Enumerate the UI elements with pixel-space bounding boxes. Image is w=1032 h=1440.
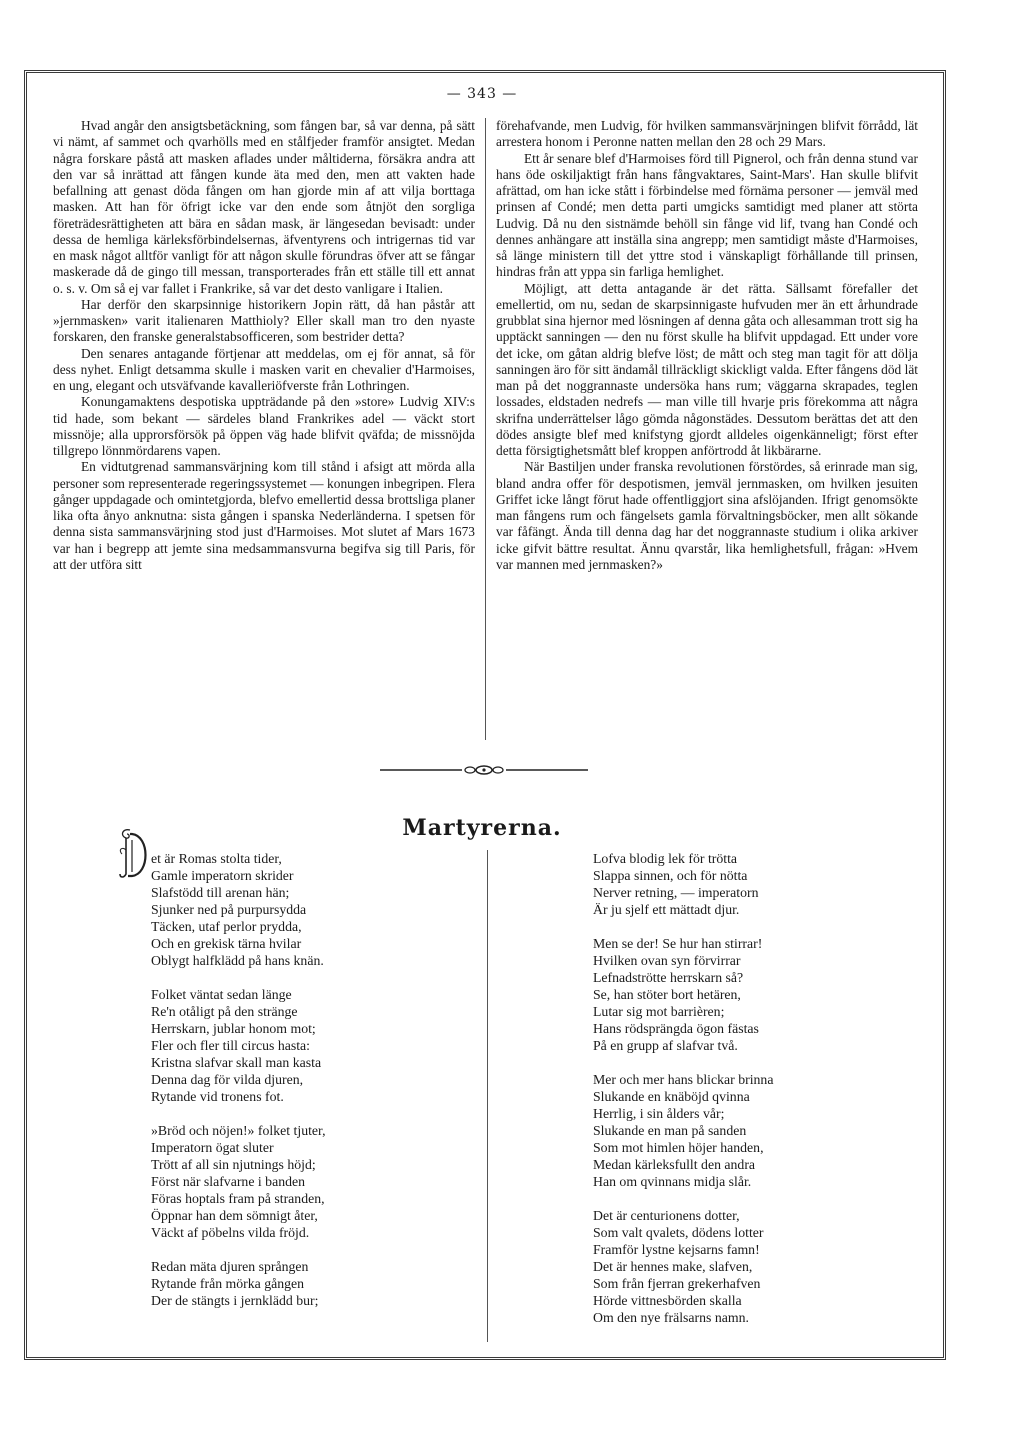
decorative-initial-d-icon	[118, 824, 154, 882]
paragraph: Har derför den skarpsinnige historikern Jopin rätt, då han påstår att »jernmasken» varit italienaren Matthioly? Eller skall man tro den nyaste forskaren, den franske generalstabsofficeren, som bestrider detta?	[53, 296, 475, 345]
poem-line: Redan mäta djuren sprången	[151, 1259, 309, 1274]
paragraph: Ett år senare blef d'Harmoises förd till Pignerol, och från denna stund var hans öde oskiljaktigt från hans fångvaktares, Saint-Mars'. Han skulle blifvit afrättad, om han icke stått i förbindelse med förnäma personer — jemväl med prinsen af Condé; men detta parti umgicks samtidigt med planer att störta Ludvig. Då nu den sistnämde behöll sin fånge vid lif, tvang han Condé och dennes anhängare att inställa sina angrepp; men samtidigt måste d'Harmoises, så länge ministern till det yttre stod i vänskapligt förhållande till prinsen, hindras från att yppa sin farliga hemlighet.	[496, 150, 918, 280]
poem-line: Det är centurionens dotter,	[593, 1208, 740, 1223]
poem-line: Folket väntat sedan länge	[151, 987, 292, 1002]
poem-line: Som valt qvalets, dödens lotter	[593, 1225, 764, 1240]
paragraph: När Bastiljen under franska revolutionen förstördes, så erinrade man sig, bland andra offer för despotismen, jemväl jernmasken, om hvilken jesuiten Griffet icke långt förut hade offentliggjort sina afslöjanden. Ifrigt genomsökte man fångens rum och fängelsets gamla förvaltningsböcker, men allt sökande var fåfängt. Ända till denna dag har det noggrannaste studium i olika arkiver icke gifvit bättre resultat. Ännu qvarstår, lika hemlighetsfull, frågan: »Hvem var mannen med jernmasken?»	[496, 459, 918, 572]
poem-line: Är ju sjelf ett mättadt djur.	[593, 902, 740, 917]
poem-line: Medan kärleksfullt den andra	[593, 1157, 756, 1172]
poem-line: Rytande vid tronens fot.	[151, 1089, 284, 1104]
poem-line: Denna dag för vilda djuren,	[151, 1072, 304, 1087]
poem-line: Der de stängts i jernklädd bur;	[151, 1293, 319, 1308]
poem-title: Martyrerna.	[402, 815, 562, 841]
stanza	[593, 1071, 923, 1190]
poem-line: Först när slafvarne i banden	[151, 1174, 306, 1189]
paragraph: förehafvande, men Ludvig, för hvilken sammansvärjningen blifvit förrådd, lät arrestera honom i Peronne natten mellan den 28 och 29 Mars.	[496, 118, 918, 150]
poem-line: Som från fjerran grekerhafven	[593, 1276, 761, 1291]
poem-line: Lofva blodig lek för trötta	[593, 851, 738, 866]
stanza	[151, 850, 481, 969]
poem-line: Och en grekisk tärna hvilar	[151, 936, 302, 951]
poem-line: Som mot himlen höjer handen,	[593, 1140, 764, 1155]
poem-line: Väckt af pöbelns vilda fröjd.	[151, 1225, 310, 1240]
poem-line: Oblygt halfklädd på hans knän.	[151, 953, 324, 968]
poem-line: Re'n otåligt på den stränge	[151, 1004, 298, 1019]
poem-right-column	[593, 850, 923, 1343]
poem-line: Imperatorn ögat sluter	[151, 1140, 274, 1155]
poem-line: Herrskarn, jublar honom mot;	[151, 1021, 316, 1036]
poem-line: Slappa sinnen, och för nötta	[593, 868, 748, 883]
poem-line: Han om qvinnans midja slår.	[593, 1174, 752, 1189]
poem-line: Föras hoptals fram på stranden,	[151, 1191, 325, 1206]
poem-line: Gamle imperatorn skrider	[151, 868, 294, 883]
poem-line: Herrlig, i sin ålders vår;	[593, 1106, 725, 1121]
stanza	[151, 1258, 481, 1309]
poem-line: Det är hennes make, slafven,	[593, 1259, 753, 1274]
poem-line: Fler och fler till circus hasta:	[151, 1038, 310, 1053]
stanza	[593, 1207, 923, 1326]
poem-line: »Bröd och nöjen!» folket tjuter,	[151, 1123, 326, 1138]
poem-line: et är Romas stolta tider,	[151, 851, 282, 866]
article-left-column	[53, 118, 475, 573]
column-divider	[485, 118, 486, 740]
poem-line: Kristna slafvar skall man kasta	[151, 1055, 322, 1070]
poem-line: Sjunker ned på purpursydda	[151, 902, 307, 917]
paragraph: Möjligt, att detta antagande är det rätta. Sällsamt förefaller det emellertid, om nu, sedan de skarpsinnigaste hufvuden mer än ett århundrade grubblat sina hjernor med lösningen af denna gåta och allesamman trott sig ha upptäckt sanningen — den nu först skulle ha blifvit uppdagad. Ett under vore det icke, om gåtan aldrig blefve löst; de mått och steg man tagit för att dölja sanningen äro för sitt ändamål tillräckligt skickligt valda. Efter fångens död lät man på det noggrannaste undersöka hans rum; väggarna skrapades, teglen lossades, eldstaden nedrefs — man ville till hvarje pris förekomma att några skrifna underrättelser lågo gömda någonstädes. Dessutom berättas det att den dödes ansigte blef med knifstyng gjordt alldeles oigenkänneligt; först efter detta försigtighetsmått blef kroppen anförtrodd åt likbärarne.	[496, 280, 918, 458]
paragraph: Hvad angår den ansigtsbetäckning, som fången bar, så var denna, på sätt vi nämt, af sammet och qvarhölls med en stålfjeder framför ansigtet. Medan några forskare påstå att masken aflades under måltiderna, försäkra andra att den var så inrättad att fången kunde äta med den, men att vakten hade befallning att genast döda fången om han gjorde min af att vilja borttaga masken. Att han för öfrigt icke var den ende som åtnjöt den sorgliga företrädesrättigheten att bära en sådan mask, är längesedan bevisadt: under dessa de hemliga kärleksförbindelsernas, äfventyrens och intrigernas tid var en mask något alltför vanligt för att någon skulle förundras öfver att se fångar maskerade då de gingo till messan, transporterades från ett ställe till ett annat o. s. v. Om så ej var fallet i Frankrike, så var det desto vanligare i Italien.	[53, 118, 475, 296]
poem-line: På en grupp af slafvar två.	[593, 1038, 738, 1053]
poem-line: Täcken, utaf perlor prydda,	[151, 919, 302, 934]
paragraph: En vidtutgrenad sammansvärjning kom till stånd i afsigt att mörda alla personer som representerade regeringssystemet — konungen inbegripen. Flera gånger uppdagade och omintetgjorda, blefvo emellertid dessa brottsliga planer lika ofta ånyo anknutna: sista gången i spanska Nederländerna. I spetsen för denna sista sammansvärjning stod just d'Harmoises. Mot slutet af Mars 1673 var han i begrepp att jemte sina medsammansvurna begifva sig till Paris, för att der utföra sitt	[53, 459, 475, 572]
poem-line: Lefnadströtte herrskarn så?	[593, 970, 744, 985]
poem-line: Nerver retning, — imperatorn	[593, 885, 759, 900]
paragraph: Den senares antagande förtjenar att meddelas, om ej för annat, så för dess nyhet. Enligt detsamma skulle i masken varit en chevalier d'Harmoises, en ung, elegant och utsväfvande kavalleriöfverste från Lothringen.	[53, 345, 475, 393]
poem-line: Hörde vittnesbörden skalla	[593, 1293, 742, 1308]
poem-line: Rytande från mörka gången	[151, 1276, 305, 1291]
poem-line: Hvilken ovan syn förvirrar	[593, 953, 741, 968]
poem-line: Framför lystne kejsarns famn!	[593, 1242, 760, 1257]
poem-line: Se, han stöter bort hetären,	[593, 987, 741, 1002]
poem-line: Hans rödsprängda ögon fästas	[593, 1021, 759, 1036]
stanza	[151, 986, 481, 1105]
paragraph: Konungamaktens despotiska uppträdande på den »store» Ludvig XIV:s tid hade, som bekant — särdeles bland Frankrikes adel — väckt stort missnöje; alla upprorsförsök på öppen väg hade blifvit qväfda; de missnöjda tillgrepo lönnmördarens vapen.	[53, 394, 475, 458]
poem-line: Om den nye frälsarns namn.	[593, 1310, 749, 1325]
poem-line: Mer och mer hans blickar brinna	[593, 1072, 774, 1087]
column-divider	[487, 850, 488, 1342]
poem-line: Slukande en man på sanden	[593, 1123, 747, 1138]
poem-line: Lutar sig mot barrièren;	[593, 1004, 725, 1019]
article-right-column	[496, 118, 918, 573]
poem-line: Slafstödd till arenan hän;	[151, 885, 290, 900]
poem-line: Slukande en knäböjd qvinna	[593, 1089, 750, 1104]
poem-left-column	[151, 850, 481, 1326]
poem-line: Men se der! Se hur han stirrar!	[593, 936, 763, 951]
stanza	[593, 850, 923, 918]
stanza	[151, 1122, 481, 1241]
ornament-divider-icon	[378, 760, 590, 780]
poem-line: Öppnar han dem sömnigt åter,	[151, 1208, 318, 1223]
stanza	[593, 935, 923, 1054]
poem-line: Trött af all sin njutnings höjd;	[151, 1157, 316, 1172]
page-number: — 343 —	[446, 86, 518, 102]
